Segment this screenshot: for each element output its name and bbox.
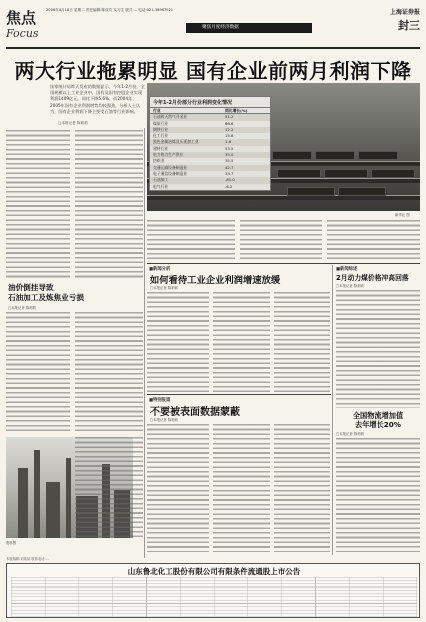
edition-banner: 聚焦月度经济数据 (186, 23, 312, 33)
row-value: -6.2 (225, 183, 233, 189)
oil-heading: 油价倒挂导致 石油加工及炼焦业亏损 (8, 283, 84, 302)
coal-heading: 2月动力煤价格冲高回落 (336, 274, 409, 282)
page-footer: 本版编辑:刘某某 联系电话:... (6, 557, 49, 561)
body-text (213, 292, 270, 392)
row-value: 1.6 (225, 139, 232, 145)
body-text (147, 292, 209, 392)
row-industry: 电气行业 (153, 183, 169, 189)
body-text (75, 437, 143, 537)
body-text (75, 312, 143, 432)
ad-table (11, 577, 417, 617)
header-industry: 行业 (153, 108, 161, 113)
industry-tag: ■新闻分析 (149, 267, 171, 272)
main-headline: 两大行业拖累明显 国有企业前两月利润下降 (14, 59, 412, 83)
body-text (213, 424, 270, 552)
chemfiber-body-col1 (147, 424, 209, 552)
listing-announcement-ad (6, 563, 420, 618)
chemfiber-body-col2 (213, 424, 270, 552)
industry-profit-table (149, 96, 271, 191)
industry-body-col1 (147, 292, 209, 392)
body-text (147, 424, 209, 552)
industry-heading: 如何看待工业企业利润增速放缓 (150, 275, 281, 286)
row-industry: 钢铁行业 (153, 126, 169, 132)
row-industry: 煤炭行业 (153, 120, 169, 126)
row-value: 35.5 (225, 158, 234, 164)
column-rule (332, 265, 333, 555)
photo-credit: 新华社 图 (395, 213, 410, 217)
chemfiber-tag: ■特别报道 (149, 398, 171, 403)
issue-meta: 2006年4月18日 星期二 责任编辑:陈成功 实习生 版式:... 电话:021-38967921 (46, 8, 174, 12)
page-number: 封三 (398, 19, 420, 32)
coal-byline: □本报记者 陈莉莉 (336, 284, 365, 288)
factory-caption: 资料图 (6, 541, 16, 545)
industry-byline: □本报记者 陈莉莉 (150, 286, 179, 290)
body-text (240, 220, 322, 262)
row-value: 35.0 (225, 152, 234, 158)
newspaper-logo: 上海证券报 (389, 9, 420, 16)
logistics-byline: □本报记者 陈莉莉 (336, 432, 365, 436)
oil-byline: □本报记者 陈莉莉 (8, 306, 37, 310)
body-text (336, 290, 420, 408)
lead-body-col5 (327, 220, 420, 262)
row-industry: 化工行业 (153, 133, 169, 139)
body-text (75, 130, 143, 280)
row-industry: 黑色金属冶炼及压延加工业 (153, 139, 199, 145)
lead-paragraph: 国家统计局昨天发布的数据显示，今年1-2月份，全国规模以上工业企业中，国有及国有控股企业实现利润1409亿元，同比下降5.6%，而2004年、2005年国有企业利润增势均较强劲。分析人士认为，国有企业利润下降主要受石油等行业影响。 (50, 84, 145, 114)
row-industry: 建材行业 (153, 145, 169, 151)
body-text (6, 130, 70, 280)
lead-body-col2 (75, 130, 143, 280)
row-value: 66.6 (225, 120, 234, 126)
body-text (274, 292, 330, 392)
masthead (6, 5, 420, 49)
chemfiber-heading: 不要被表面数据蒙蔽 (150, 407, 240, 418)
lead-byline: □本报记者 陈莉莉 (58, 121, 88, 125)
section-name-en: Focus (6, 27, 39, 40)
row-industry: 交通运输设备制造业 (153, 164, 188, 170)
row-industry: 纺织业 (153, 158, 165, 164)
lead-body-col4 (240, 220, 322, 262)
table-title: 今年1-2月份部分行业利润变化情况 (150, 97, 270, 108)
row-industry: 石油加工 (153, 177, 169, 183)
body-text (327, 220, 420, 262)
row-value: 33.7 (225, 170, 234, 176)
body-text (6, 312, 70, 432)
row-value: 12.2 (225, 126, 234, 132)
row-value: 51.2 (225, 114, 234, 120)
coal-body (336, 290, 420, 408)
section-divider (147, 394, 331, 395)
ad-title: 山东鲁北化工股份有限公司有限条件流通股上市公告 (127, 567, 301, 576)
oil-body-col1 (6, 312, 70, 432)
lead-body-col3 (147, 220, 235, 262)
industry-body-col3 (274, 292, 330, 392)
table-body (150, 114, 270, 190)
section-divider (147, 263, 420, 264)
row-industry: 石油和天然气开采业 (153, 114, 188, 120)
row-value: 42.7 (225, 164, 234, 170)
row-value: 15.8 (225, 133, 234, 139)
section-name: 焦点 (6, 9, 37, 27)
logistics-body (336, 438, 420, 552)
lead-body-col1 (6, 130, 70, 280)
header-growth: 同比增长(%) (225, 108, 248, 113)
chemfiber-body-col3 (274, 424, 330, 552)
coal-tag: ■新闻综述 (336, 267, 358, 272)
column-rule (144, 128, 145, 558)
row-industry: 电力热力生产供应 (153, 152, 184, 158)
logistics-heading: 全国物流增加值 去年增长20% (352, 411, 404, 429)
body-text (147, 220, 235, 262)
row-value: -81.0 (225, 177, 235, 183)
chemfiber-byline: □本报记者 陈莉莉 (150, 418, 179, 422)
oil-body-col3 (75, 437, 143, 537)
industry-body-col2 (213, 292, 270, 392)
body-text (336, 438, 420, 552)
row-industry: 电子通信设备制造业 (153, 170, 188, 176)
oil-body-col2 (75, 312, 143, 432)
body-text (274, 424, 330, 552)
row-value: 53.5 (225, 145, 234, 151)
table-row (150, 184, 270, 190)
